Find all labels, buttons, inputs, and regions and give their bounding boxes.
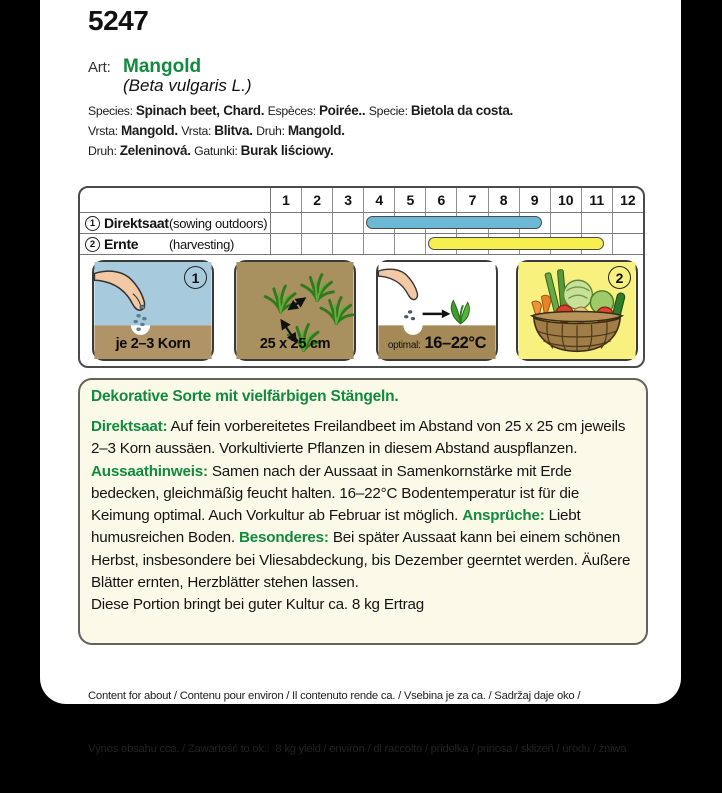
month-9: 9 xyxy=(519,188,550,212)
description-keyword: Ansprüche: xyxy=(462,507,545,525)
species-label: Druh: xyxy=(256,124,288,138)
footer-line-2: Výnos obsahu cca. / Zawartość to ok.: 8 kg yield / environ / di raccolto / pridelka / prinosa / sklizeň / úrodu / żniwa xyxy=(88,742,627,755)
description-keyword: Aussaathinweis: xyxy=(91,462,208,480)
species-label: Vrsta: xyxy=(88,124,121,138)
species-line xyxy=(88,121,653,141)
month-7: 7 xyxy=(456,188,487,212)
month-12: 12 xyxy=(612,188,643,212)
species-label: Species: xyxy=(88,104,136,118)
description-box xyxy=(78,378,648,645)
species-label: Druh: xyxy=(88,144,120,158)
calendar-cell xyxy=(271,234,301,254)
pictogram-harvest xyxy=(516,260,638,361)
pictogram-spacing xyxy=(234,260,356,361)
step-2-badge: 2 xyxy=(608,266,631,289)
species-value: Burak liściowy. xyxy=(240,143,334,158)
calendar-cell xyxy=(612,213,643,233)
calendar-cell xyxy=(332,213,363,233)
description-text: Samen nach der Aussaat in Samenkornstärke mit Erde bedecken, gleichmäßig feucht halten. 16–22°C Bodentemperatur ist für die Keimung optimal. Auch Vorkultur ab Februar ist möglich. xyxy=(91,462,580,525)
month-8: 8 xyxy=(488,188,519,212)
latin-name: (Beta vulgaris L.) xyxy=(123,76,252,95)
calendar-cell xyxy=(394,234,425,254)
yield-line: Diese Portion bringt bei guter Kultur ca. 8 kg Ertrag xyxy=(91,596,424,614)
species-line xyxy=(88,101,653,121)
description-paragraph xyxy=(91,416,635,594)
species-value: Mangold. xyxy=(287,123,345,138)
calendar-row-ernte xyxy=(80,233,643,254)
calendar-row-label xyxy=(80,213,270,233)
pictogram-sowing xyxy=(92,260,214,361)
month-2: 2 xyxy=(301,188,332,212)
calendar-month-header xyxy=(270,188,643,212)
species-title-row xyxy=(88,56,201,78)
description-keyword: Direktsaat: xyxy=(91,418,168,435)
calendar-cell xyxy=(332,234,363,254)
art-label: Art: xyxy=(88,59,111,76)
calendar-bar-ernte xyxy=(428,237,604,250)
pictogram-spacing-label: 25 x 25 cm xyxy=(259,336,331,352)
calendar-cells xyxy=(270,234,643,254)
species-value: Poirée.. xyxy=(318,103,366,118)
description-keyword: Besonderes: xyxy=(238,529,329,547)
species-value: Spinach beet, Chard. xyxy=(135,103,265,118)
month-6: 6 xyxy=(425,188,456,212)
species-value: Zeleninová. xyxy=(119,143,191,158)
month-5: 5 xyxy=(394,188,425,212)
footer xyxy=(88,653,670,793)
calendar-bar-direktsaat xyxy=(366,216,542,229)
pictogram-temperature xyxy=(376,260,498,361)
step-1-badge: 1 xyxy=(184,266,207,289)
article-number: 5247 xyxy=(88,5,149,36)
calendar-row-direktsaat xyxy=(80,212,643,233)
species-value: Blitva. xyxy=(214,123,253,138)
calendar-label-column-header xyxy=(80,188,270,212)
species-value: Bietola da costa. xyxy=(410,103,513,118)
calendar-cell xyxy=(612,234,643,254)
calendar-cell xyxy=(581,213,612,233)
variety-headline: Dekorative Sorte mit vielfärbigen Stängeln. xyxy=(91,388,399,405)
species-value: Mangold. xyxy=(120,123,178,138)
calendar-cell xyxy=(271,213,301,233)
row-name: Direktsaat xyxy=(104,215,169,231)
temperature-value: 16–22°C xyxy=(424,334,487,352)
calendar-cell xyxy=(301,213,332,233)
sowing-calendar xyxy=(78,186,645,368)
species-line xyxy=(88,141,653,161)
step-badge: 1 xyxy=(85,216,100,231)
description-text: Auf fein vorbereitetes Freilandbeet im Abstand von 25 x 25 cm jeweils 2–3 Korn aussäen. Vorkultivierte Pflanzen in diesem Abstand auspflanzen. xyxy=(91,418,626,458)
pictogram-sowing-label: je 2–3 Korn xyxy=(115,336,191,352)
species-label: Gatunki: xyxy=(194,144,241,158)
month-3: 3 xyxy=(332,188,363,212)
species-lines xyxy=(88,101,653,161)
calendar-cell xyxy=(363,234,394,254)
species-name: Mangold xyxy=(123,56,202,77)
month-11: 11 xyxy=(581,188,612,212)
calendar-cell xyxy=(301,234,332,254)
calendar-cells xyxy=(270,213,643,233)
pictogram-temperature-label xyxy=(378,334,496,353)
month-1: 1 xyxy=(282,192,290,208)
row-name: Ernte xyxy=(104,236,139,252)
month-10: 10 xyxy=(550,188,581,212)
footer-line-1: Content for about / Contenu pour environ / Il contenuto rende ca. / Vsebina je za ca. / Sadržaj daje oko / xyxy=(88,690,581,702)
row-note: (harvesting) xyxy=(169,236,235,252)
calendar-cell xyxy=(550,213,581,233)
temperature-prefix: optimal: xyxy=(387,340,421,351)
calendar-row-label xyxy=(80,234,270,254)
description-text: Liebt humusreichen Boden. xyxy=(91,507,581,547)
species-label: Vrsta: xyxy=(181,124,215,138)
calendar-header-row xyxy=(80,188,643,212)
month-4: 4 xyxy=(363,188,394,212)
description-text: Bei später Aussaat kann bei einem schönen Herbst, insbesondere bei Vliesabdeckung, bis Dezember geerntet werden. Äußere Blätter ernten, Herzblätter stehen lassen. xyxy=(91,529,631,592)
step-badge: 2 xyxy=(85,237,100,252)
species-label: Specie: xyxy=(368,104,411,118)
calendar-rows xyxy=(80,212,643,255)
species-label: Espèces: xyxy=(267,104,319,118)
seed-packet-page xyxy=(40,0,681,755)
row-note: (sowing outdoors) xyxy=(169,215,268,231)
